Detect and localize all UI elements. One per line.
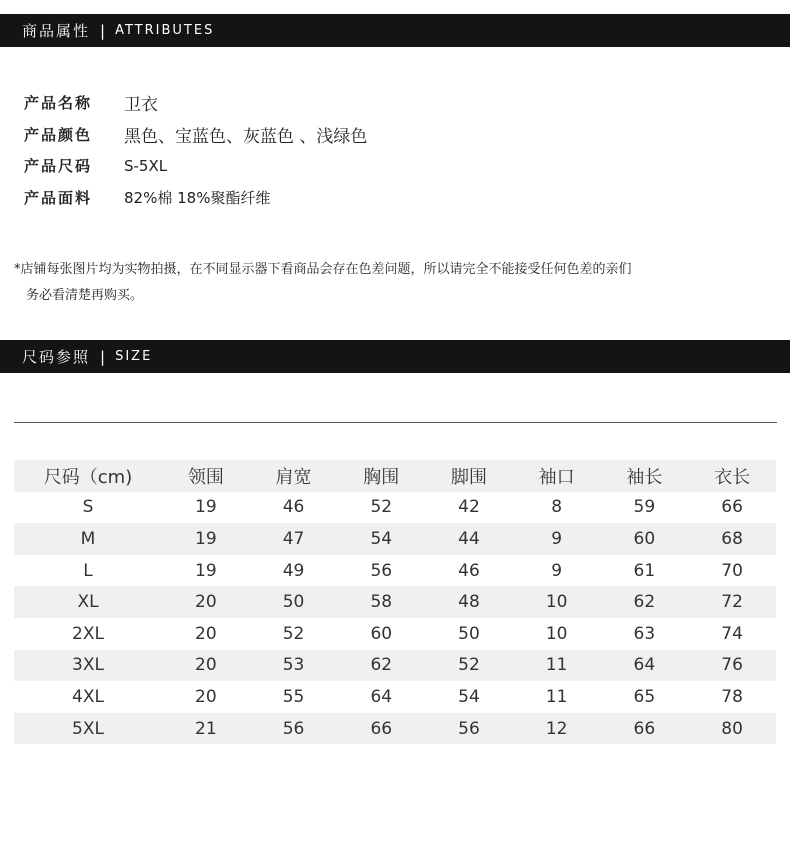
table-row — [14, 713, 776, 745]
table-cell: 72 — [688, 586, 776, 618]
table-cell: 48 — [425, 586, 513, 618]
header-separator: | — [100, 347, 106, 366]
table-cell: 49 — [282, 560, 305, 581]
table-cell: M — [14, 523, 162, 555]
column-header: 尺码（cm) — [14, 460, 162, 492]
table-cell: 60 — [370, 623, 393, 644]
table-cell: 76 — [688, 650, 776, 682]
table-cell: 9 — [513, 523, 601, 555]
size-header-title: 尺码参照 — [22, 348, 91, 366]
table-cell: 62 — [337, 650, 425, 682]
table-row — [14, 681, 776, 713]
column-header: 衣长 — [688, 460, 776, 492]
attr-row-name — [24, 87, 367, 119]
attr-row-fabric — [24, 182, 367, 214]
table-cell: 3XL — [14, 650, 162, 682]
table-cell: 10 — [545, 623, 568, 644]
table-cell: 52 — [425, 650, 513, 682]
column-header: 袖口 — [513, 460, 601, 492]
table-cell: 11 — [513, 650, 601, 682]
size-chart-table — [14, 460, 776, 744]
column-header: 脚围 — [425, 460, 513, 492]
attr-value: 卫衣 — [124, 95, 158, 116]
table-cell: 2XL — [72, 623, 104, 644]
table-row — [14, 555, 776, 587]
table-cell: 47 — [250, 523, 338, 555]
size-header-bar — [0, 340, 790, 373]
table-cell: 53 — [250, 650, 338, 682]
column-header: 肩宽 — [250, 460, 338, 492]
attributes-header-subtitle: ATTRIBUTES — [115, 23, 215, 38]
table-cell: 63 — [633, 623, 656, 644]
table-cell: 20 — [162, 650, 250, 682]
attr-value: 黑色、宝蓝色、灰蓝色 、浅绿色 — [124, 126, 368, 147]
table-cell: 66 — [721, 497, 743, 518]
table-cell: 68 — [688, 523, 776, 555]
table-cell: 70 — [721, 560, 743, 581]
table-cell: 19 — [195, 560, 217, 581]
table-cell: 20 — [195, 623, 217, 644]
attr-label: 产品名称 — [24, 94, 93, 113]
attr-label: 产品面料 — [24, 188, 93, 207]
table-header-row — [14, 460, 776, 492]
header-separator: | — [100, 21, 106, 40]
table-row — [14, 650, 776, 682]
table-cell: 20 — [162, 586, 250, 618]
table-cell: 56 — [370, 560, 393, 581]
color-disclaimer-note — [14, 257, 774, 309]
table-cell: 11 — [545, 686, 568, 707]
table-row — [14, 523, 776, 555]
table-cell: 54 — [458, 686, 480, 707]
attr-value: S-5XL — [124, 156, 168, 175]
attr-row-size — [24, 150, 367, 182]
table-row — [14, 586, 776, 618]
table-cell: 4XL — [72, 686, 104, 707]
table-cell: S — [82, 497, 94, 518]
table-cell: L — [83, 560, 93, 581]
attr-value: 82%棉 18%聚酯纤维 — [124, 188, 271, 207]
table-cell: 66 — [337, 713, 425, 745]
table-cell: 56 — [425, 713, 513, 745]
table-cell: 59 — [633, 497, 656, 518]
table-cell: 54 — [337, 523, 425, 555]
table-cell: 64 — [370, 686, 393, 707]
table-cell: 78 — [721, 686, 743, 707]
attr-label: 产品尺码 — [24, 157, 93, 176]
table-cell: 9 — [551, 560, 563, 581]
table-cell: 20 — [195, 686, 217, 707]
table-cell: 8 — [551, 497, 563, 518]
table-cell: 19 — [162, 523, 250, 555]
table-cell: 21 — [162, 713, 250, 745]
attr-label: 产品颜色 — [24, 125, 93, 144]
table-cell: 52 — [370, 497, 393, 518]
table-cell: 61 — [633, 560, 656, 581]
size-header-subtitle: SIZE — [115, 349, 153, 364]
table-cell: 42 — [458, 497, 480, 518]
note-line-2: 务必看清楚再购买。 — [26, 288, 144, 303]
table-cell: XL — [14, 586, 162, 618]
table-cell: 60 — [601, 523, 689, 555]
column-header: 袖长 — [601, 460, 689, 492]
attributes-list — [24, 87, 367, 213]
table-row — [14, 618, 776, 650]
attr-row-color — [24, 119, 367, 151]
table-cell: 5XL — [14, 713, 162, 745]
table-cell: 64 — [601, 650, 689, 682]
table-cell: 56 — [250, 713, 338, 745]
table-cell: 19 — [195, 497, 217, 518]
table-cell: 80 — [688, 713, 776, 745]
table-cell: 66 — [601, 713, 689, 745]
attributes-header-bar — [0, 14, 790, 47]
table-cell: 62 — [601, 586, 689, 618]
column-header: 胸围 — [337, 460, 425, 492]
table-cell: 50 — [458, 623, 480, 644]
column-header: 领围 — [162, 460, 250, 492]
divider-line — [14, 422, 777, 423]
table-cell: 55 — [282, 686, 305, 707]
table-cell: 58 — [337, 586, 425, 618]
table-row — [14, 492, 776, 524]
table-cell: 12 — [513, 713, 601, 745]
table-cell: 65 — [633, 686, 656, 707]
table-cell: 46 — [458, 560, 480, 581]
table-cell: 10 — [513, 586, 601, 618]
table-cell: 52 — [282, 623, 305, 644]
table-cell: 44 — [425, 523, 513, 555]
table-cell: 50 — [250, 586, 338, 618]
note-line-1: *店铺每张图片均为实物拍摄，在不同显示器下看商品会存在色差问题，所以请完全不能接受任何色差的亲们 — [14, 262, 632, 277]
table-cell: 74 — [721, 623, 743, 644]
table-cell: 46 — [282, 497, 305, 518]
attributes-header-title: 商品属性 — [22, 22, 91, 40]
